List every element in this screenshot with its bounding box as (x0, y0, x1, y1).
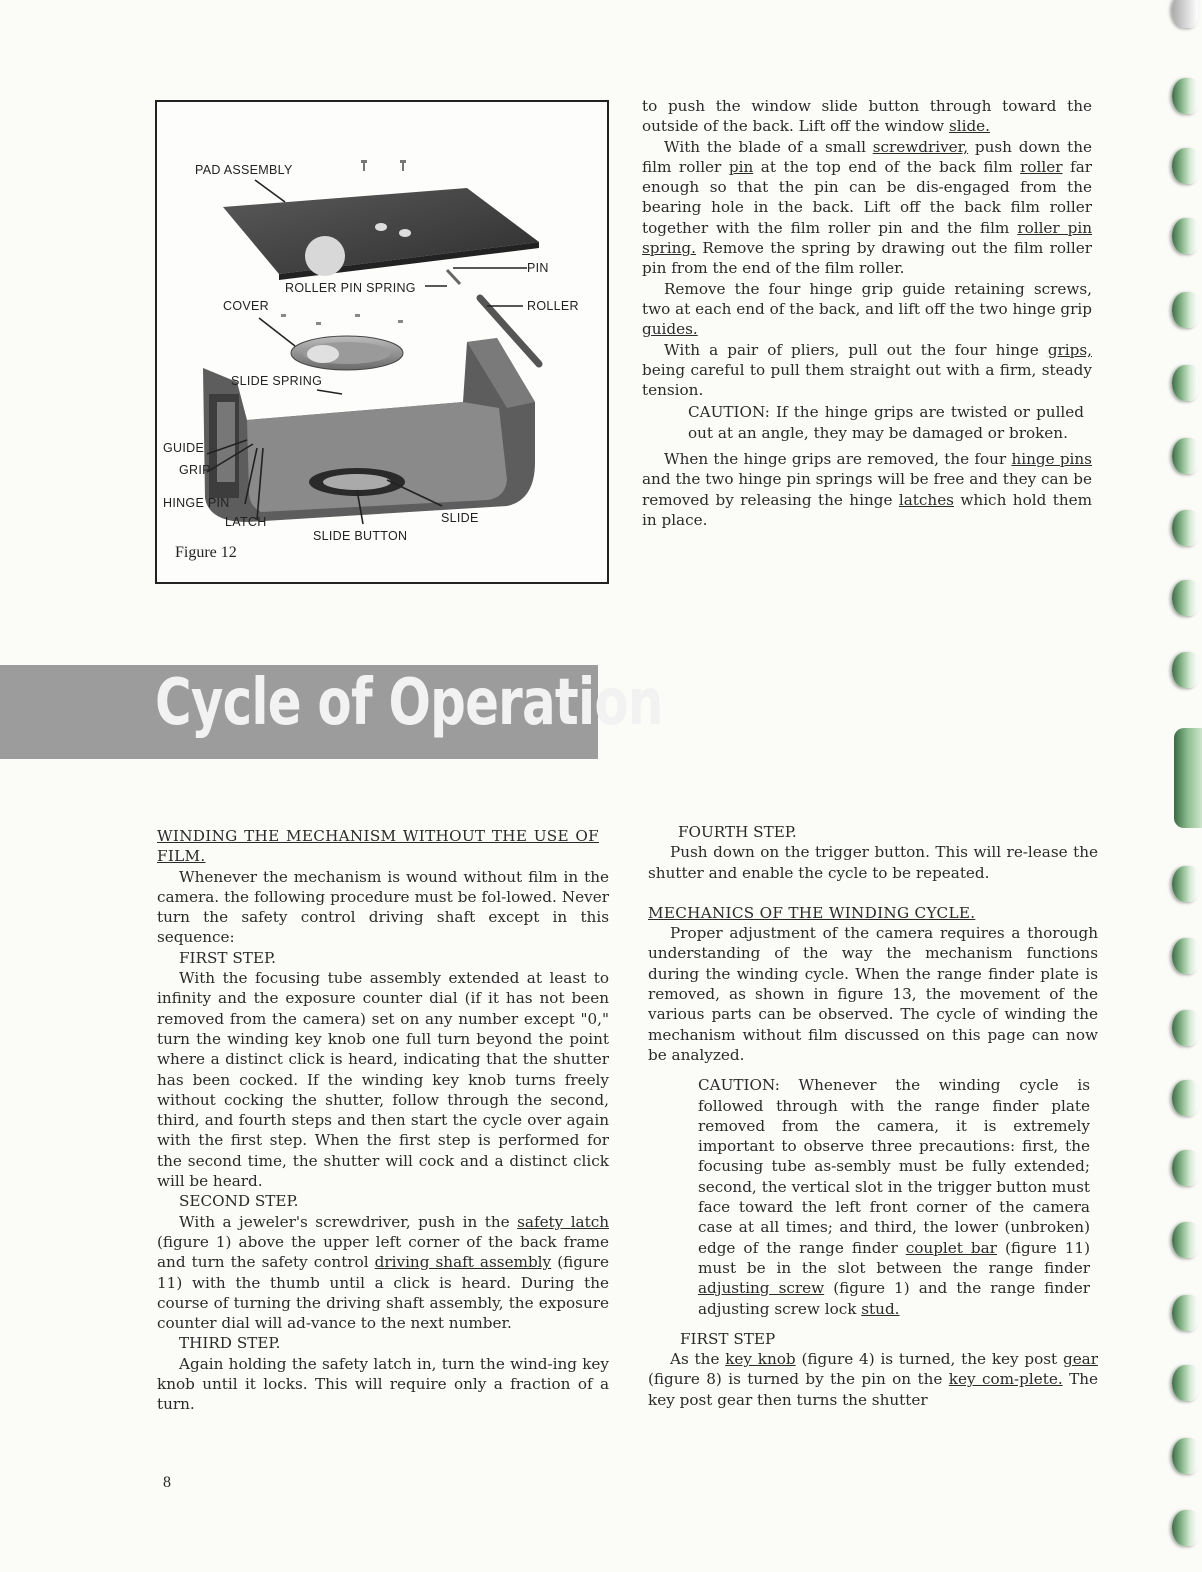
paragraph (642, 449, 1092, 530)
label-cover: COVER (223, 299, 269, 313)
text-run: When the hinge grips are removed, the four (664, 450, 1012, 469)
label-roller: ROLLER (527, 299, 579, 313)
text-run: With a pair of pliers, pull out the four hinge (664, 340, 1048, 359)
label-slide: SLIDE (441, 511, 479, 525)
label-grip: GRIP (179, 463, 211, 477)
underlined-term: roller (1020, 157, 1063, 176)
paragraph (642, 340, 1092, 401)
text-run: Remove the spring by drawing out the film roller pin from the end of the film roller. (642, 239, 1092, 278)
label-pin: PIN (527, 261, 549, 275)
paragraph (642, 96, 1092, 137)
text-run: being careful to pull them straight out with a firm, steady tension. (642, 360, 1092, 400)
spiral-binding (1162, 0, 1202, 1572)
underlined-term: key com-plete. (948, 1370, 1063, 1389)
step-heading: FIRST STEP. (179, 948, 276, 967)
paragraph (157, 1212, 609, 1334)
caution-note (648, 1075, 1098, 1319)
text-run: CAUTION: Whenever the winding cycle is followed through with the range finder plate removed from the camera, it is extremely important to observe three precautions: first, the focusing tube as-sembly must be fully extended; second, the vertical slot in the trigger button must face toward the left front corner of the camera case at all times; and third, the lower (unbroken) edge of the range finder (698, 1076, 1090, 1257)
section-title: Cycle of Operation (155, 666, 663, 740)
underlined-term: adjusting screw (698, 1279, 825, 1298)
label-slide-spring: SLIDE SPRING (231, 374, 323, 388)
underlined-term: latches (898, 490, 954, 509)
section-heading: MECHANICS OF THE WINDING CYCLE. (648, 903, 976, 922)
top-right-column (642, 96, 1092, 530)
underlined-term: screwdriver, (872, 137, 969, 156)
label-hinge-pin: HINGE PIN (163, 496, 230, 510)
paragraph: Again holding the safety latch in, turn the wind-ing key knob until it locks. This will require only a fraction of a turn. (157, 1354, 609, 1414)
step-heading: FIRST STEP (680, 1329, 776, 1348)
label-slide-button: SLIDE BUTTON (313, 529, 408, 543)
text-run: As the (670, 1350, 726, 1369)
page-number: 8 (163, 1474, 171, 1491)
text-run: (figure 4) is turned, the key post (795, 1350, 1063, 1369)
paragraph: Push down on the trigger button. This will re-lease the shutter and enable the cycle to be repeated. (648, 843, 1098, 882)
underlined-term: gear (1062, 1350, 1098, 1369)
underlined-term: guides. (642, 320, 698, 339)
text-run: (figure 1) above the upper left corner of the back frame and turn the safety control (157, 1232, 609, 1272)
text-run: Remove the four hinge grip guide retaining screws, two at each end of the back, and lift off the two hinge grip (642, 279, 1092, 318)
paragraph: With the focusing tube assembly extended at least to infinity and the exposure counter dial (if it has not been removed from the camera) set on any number except "0," turn the winding key knob one full turn beyond the point where a distinct click is heard, indicating that the shutter has been cocked. If the winding key knob turns freely without cocking the shutter, follow through the second, third, and fourth steps and then start the cycle over again with the first step. When the first step is performed for the second time, the shutter will cock and a distinct click will be heard. (157, 969, 609, 1191)
label-guide: GUIDE (163, 441, 205, 455)
underlined-term: safety latch (517, 1212, 609, 1231)
underlined-term: couplet bar (905, 1238, 997, 1257)
text-run: With the blade of a small (664, 137, 873, 156)
caution-note: CAUTION: If the hinge grips are twisted or pulled out at an angle, they may be damaged or broken. (688, 403, 1084, 442)
text-run: (figure 11) with the thumb until a click is heard. During the course of turning the driving shaft assembly, the exposure counter dial will ad-vance to the next number. (157, 1253, 610, 1333)
paragraph (648, 1349, 1098, 1410)
underlined-term: driving shaft assembly (374, 1253, 552, 1272)
underlined-term: slide. (948, 117, 990, 136)
step-heading: FOURTH STEP. (678, 823, 797, 841)
text-run: With a jeweler's screwdriver, push in the (179, 1212, 518, 1231)
underlined-term: key knob (725, 1350, 796, 1369)
text-run: and the two hinge pin springs will be free and they can be removed by releasing the hinge (642, 470, 1092, 509)
label-latch: LATCH (225, 515, 267, 529)
left-column (157, 826, 609, 1415)
paragraph: Whenever the mechanism is wound without film in the camera. the following procedure must be fol-lowed. Never turn the safety control driving shaft except in this sequence: (157, 867, 609, 947)
underlined-term: stud. (861, 1299, 900, 1318)
exploded-diagram (157, 102, 607, 582)
figure-12 (155, 100, 609, 584)
underlined-term: pin (728, 157, 754, 176)
section-heading: WINDING THE MECHANISM WITHOUT THE USE OF FILM. (157, 827, 599, 866)
right-column (648, 822, 1098, 1410)
figure-caption: Figure 12 (175, 544, 237, 561)
text-run: which hold them in place. (642, 490, 1092, 529)
paragraph (642, 279, 1092, 340)
paragraph (642, 137, 1092, 279)
text-run: to push the window slide button through toward the outside of the back. Lift off the window (642, 97, 1092, 136)
text-run: The key post gear then turns the shutter (648, 1370, 1098, 1409)
label-roller-pin-spring: ROLLER PIN SPRING (285, 281, 416, 295)
text-run: at the top end of the back film (753, 157, 1021, 176)
underlined-term: hinge pins (1011, 450, 1092, 469)
text-run: (figure 1) and the range finder adjusting screw lock (698, 1279, 1090, 1318)
text-run: (figure 8) is turned by the pin on the (648, 1370, 949, 1389)
underlined-term: grips, (1047, 340, 1092, 359)
step-heading: SECOND STEP. (179, 1192, 299, 1211)
step-heading: THIRD STEP. (179, 1334, 281, 1353)
label-pad-assembly: PAD ASSEMBLY (195, 163, 293, 177)
text-run: push down the film roller (642, 137, 1092, 176)
paragraph: Proper adjustment of the camera requires a thorough understanding of the way the mechanism functions during the winding cycle. When the range finder plate is removed, as shown in figure 13, the movement of the various parts can be observed. The cycle of winding the mechanism without film discussed on this page can now be analyzed. (648, 924, 1098, 1064)
text-run: far enough so that the pin can be dis-engaged from the bearing hole in the back. Lift off the back film roller together with the film roller pin and the film (642, 157, 1093, 237)
underlined-term: roller pin spring. (642, 218, 1093, 258)
text-run: (figure 11) must be in the slot between the range finder (698, 1238, 1091, 1277)
